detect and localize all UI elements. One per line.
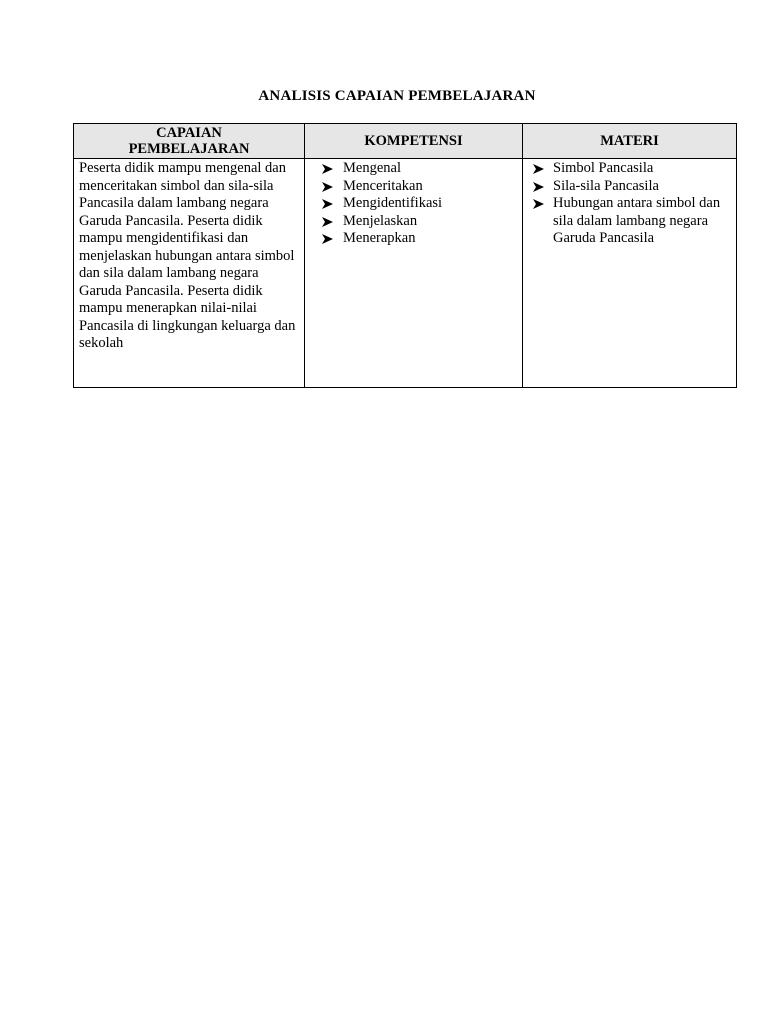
- kompetensi-item: Mengidentifikasi: [343, 195, 443, 211]
- table-header-row: [74, 124, 737, 159]
- materi-cell: [523, 159, 737, 388]
- kompetensi-item: Menerapkan: [343, 230, 416, 246]
- header-kompetensi: KOMPETENSI: [305, 124, 523, 159]
- page-title: ANALISIS CAPAIAN PEMBELAJARAN: [258, 88, 536, 104]
- materi-item: Hubungan antara simbol dan sila dalam lambang negara Garuda Pancasila: [553, 195, 721, 246]
- arrowhead-bullet-icon: [322, 217, 333, 227]
- header-materi: MATERI: [523, 124, 737, 159]
- list-item: [528, 160, 731, 178]
- list-item: [310, 160, 517, 178]
- list-item: [528, 178, 731, 196]
- list-item: [310, 178, 517, 196]
- capaian-cell: Peserta didik mampu mengenal dan menceritakan simbol dan sila-sila Pancasila dalam lambang negara Garuda Pancasila. Peserta didik mampu mengidentifikasi dan menjelaskan hubungan antara simbol dan sila dalam lambang negara Garuda Pancasila. Peserta didik mampu menerapkan nilai-nilai Pancasila di lingkungan keluarga dan sekolah: [74, 159, 305, 388]
- arrowhead-bullet-icon: [322, 164, 333, 174]
- materi-item: Simbol Pancasila: [553, 160, 654, 176]
- materi-list: [528, 160, 731, 248]
- capaian-table: [73, 123, 737, 388]
- arrowhead-bullet-icon: [322, 234, 333, 244]
- table-row: [74, 159, 737, 388]
- kompetensi-list: [310, 160, 517, 248]
- list-item: [310, 230, 517, 248]
- arrowhead-bullet-icon: [322, 199, 333, 209]
- materi-item: Sila-sila Pancasila: [553, 177, 659, 194]
- list-item: [528, 195, 731, 248]
- kompetensi-item: Mengenal: [343, 160, 401, 176]
- kompetensi-cell: [305, 159, 523, 388]
- list-item: [310, 213, 517, 231]
- kompetensi-item: Menjelaskan: [343, 212, 418, 229]
- list-item: [310, 195, 517, 213]
- arrowhead-bullet-icon: [322, 182, 333, 192]
- arrowhead-bullet-icon: [533, 182, 544, 192]
- arrowhead-bullet-icon: [533, 199, 544, 209]
- kompetensi-item: Menceritakan: [343, 177, 423, 194]
- arrowhead-bullet-icon: [533, 164, 544, 174]
- header-capaian: CAPAIAN PEMBELAJARAN: [74, 124, 305, 159]
